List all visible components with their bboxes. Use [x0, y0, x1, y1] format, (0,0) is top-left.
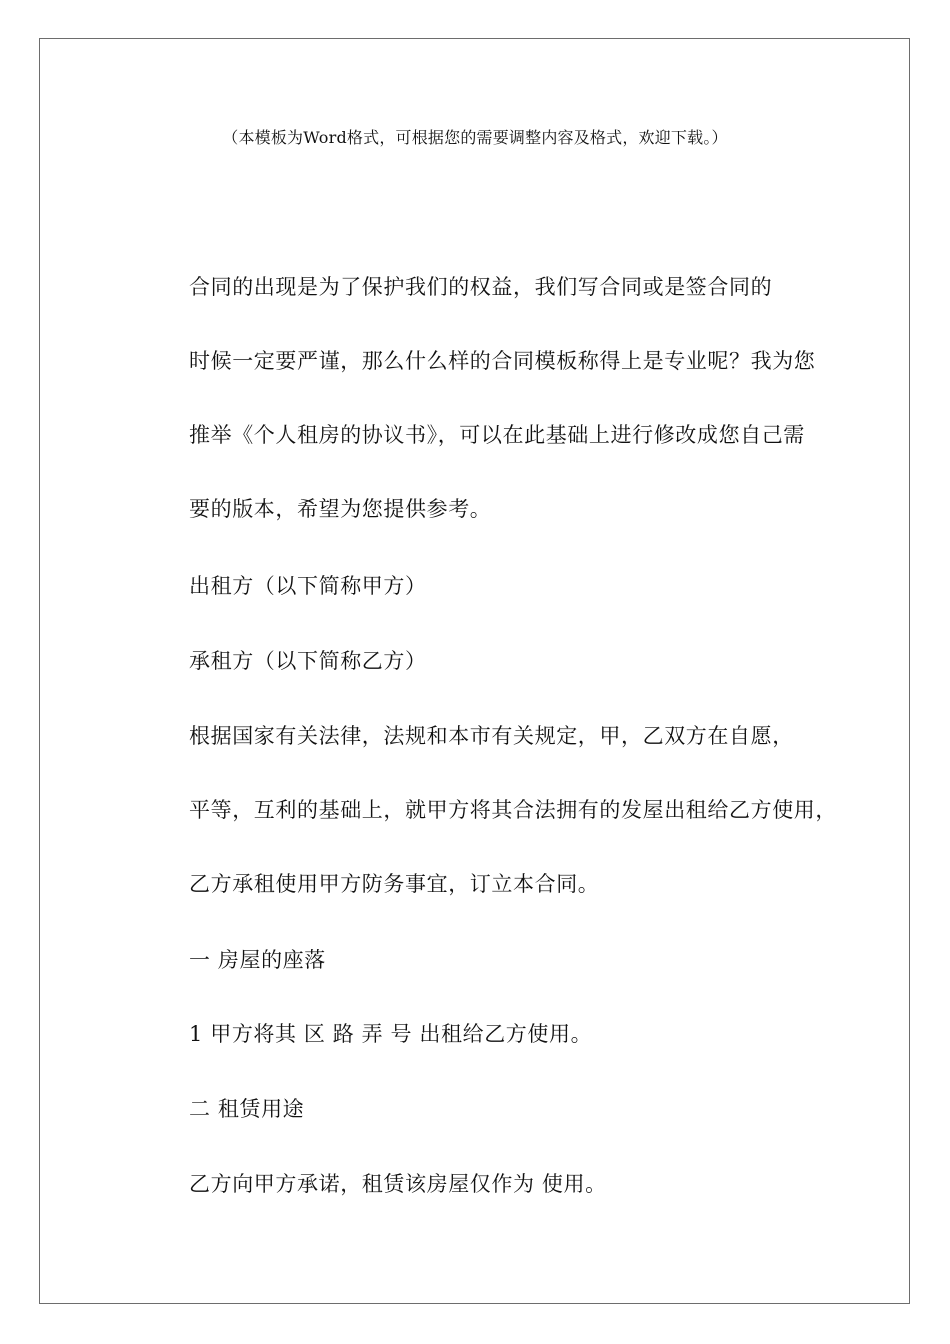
legal-basis-line-2: 平等，互利的基础上，就甲方将其合法拥有的发屋出租给乙方使用，	[189, 798, 837, 822]
legal-basis-paragraph	[145, 699, 837, 921]
intro-line-1: 合同的出现是为了保护我们的权益，我们写合同或是签合同的	[189, 275, 773, 299]
lessor-line: 出租方（以下简称甲方）	[189, 574, 427, 598]
lessee-line: 承租方（以下简称乙方）	[189, 649, 427, 673]
intro-line-3: 推举《个人租房的协议书》，可以在此基础上进行修改成您自己需	[189, 423, 805, 447]
section-1-heading: 一 房屋的座落	[189, 948, 326, 972]
section-1-item-1: 1 甲方将其 区 路 弄 号 出租给乙方使用。	[189, 1022, 593, 1046]
template-note: （本模板为Word格式，可根据您的需要调整内容及格式，欢迎下载。）	[222, 128, 728, 147]
section-2-heading: 二 租赁用途	[189, 1097, 305, 1121]
legal-basis-line-3: 乙方承租使用甲方防务事宜，订立本合同。	[189, 872, 600, 896]
legal-basis-line-1: 根据国家有关法律，法规和本市有关规定，甲，乙双方在自愿，	[189, 724, 794, 748]
section-2-body: 乙方向甲方承诺，租赁该房屋仅作为 使用。	[189, 1172, 607, 1196]
intro-line-2: 时候一定要严谨，那么什么样的合同模板称得上是专业呢？我为您	[189, 349, 816, 373]
intro-line-4: 要的版本，希望为您提供参考。	[189, 497, 492, 521]
intro-paragraph	[145, 250, 816, 546]
